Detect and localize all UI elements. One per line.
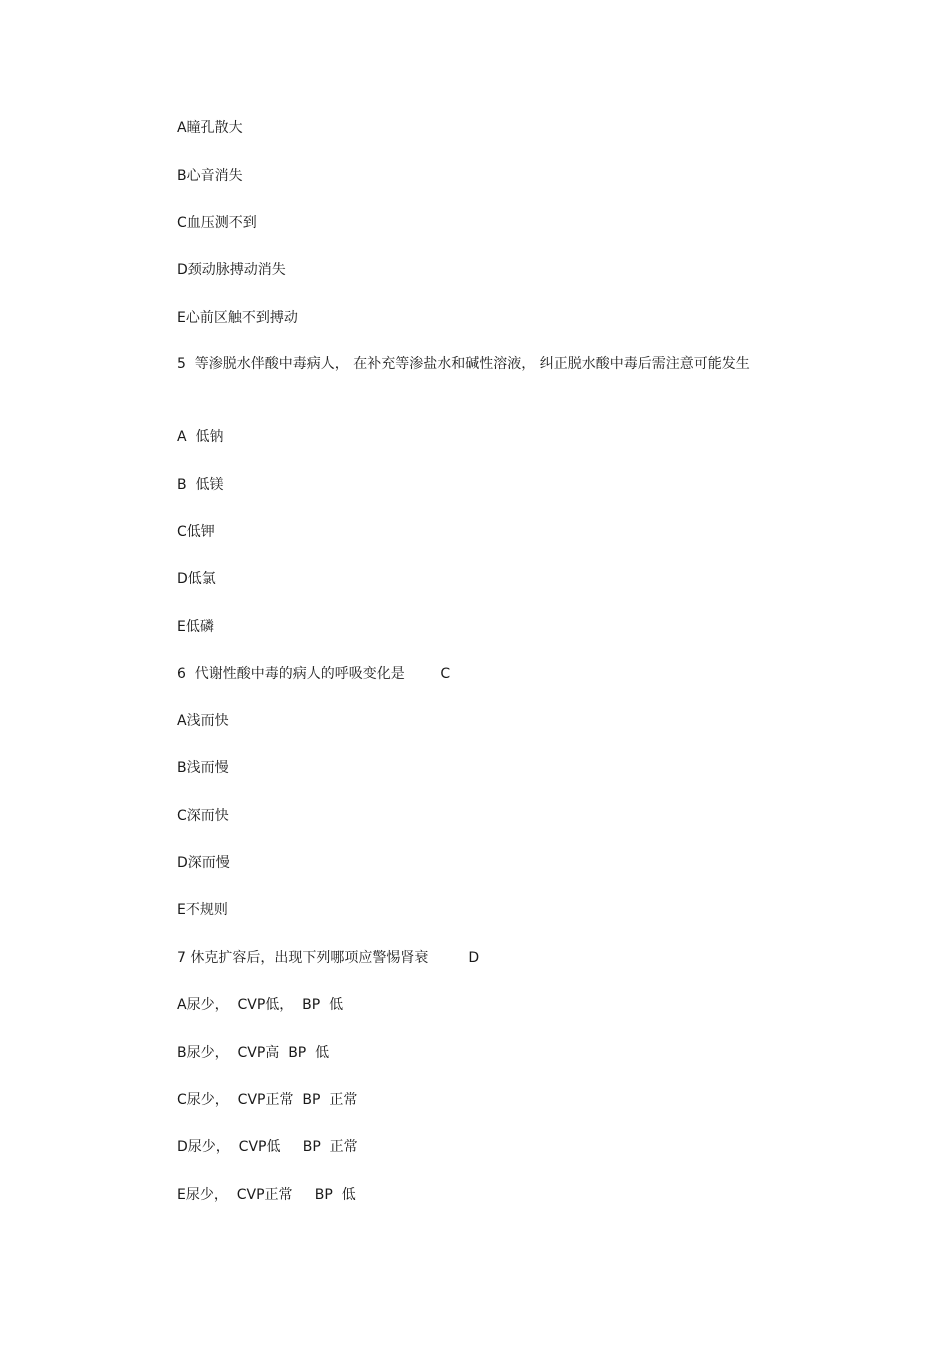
option-c: C尿少， CVP正常 BP 正常	[177, 1092, 358, 1108]
option-a: A浅而快	[177, 713, 229, 729]
option-b: B浅而慢	[177, 760, 229, 776]
question-6-answer: C	[440, 666, 451, 682]
option-e: E尿少， CVP正常 BP 低	[177, 1187, 356, 1203]
question-5-stem-part-3: 纠正脱水酸中毒后需注意可能发生	[539, 356, 750, 372]
option-b: B尿少， CVP高 BP 低	[177, 1045, 330, 1061]
option-d: D深而慢	[177, 855, 230, 871]
question-5-stem	[144, 352, 804, 377]
option-e: E低磷	[177, 619, 214, 635]
option-a: A尿少， CVP低， BP 低	[177, 997, 344, 1013]
option-c: C血压测不到	[177, 215, 257, 231]
option-a: A瞳孔散大	[177, 120, 243, 136]
option-c: C低钾	[177, 524, 215, 540]
question-5-stem-part-1: 5 等渗脱水伴酸中毒病人，	[177, 356, 349, 372]
question-7-text: 7 休克扩容后，出现下列哪项应警惕肾衰	[177, 950, 429, 966]
option-e: E心前区触不到搏动	[177, 310, 298, 326]
option-d: D尿少， CVP低 BP 正常	[177, 1139, 358, 1155]
question-7-stem	[177, 949, 479, 967]
option-e: E不规则	[177, 902, 228, 918]
option-d: D颈动脉搏动消失	[177, 262, 286, 278]
question-6-stem	[177, 665, 450, 683]
option-c: C深而快	[177, 808, 229, 824]
question-7-answer: D	[468, 950, 480, 966]
option-b: B心音消失	[177, 168, 243, 184]
question-5-stem-part-2: 在补充等渗盐水和碱性溶液，	[353, 356, 536, 372]
question-6-text: 6 代谢性酸中毒的病人的呼吸变化是	[177, 666, 405, 682]
option-a: A 低钠	[177, 429, 224, 445]
option-d: D低氯	[177, 571, 216, 587]
option-b: B 低镁	[177, 477, 224, 493]
